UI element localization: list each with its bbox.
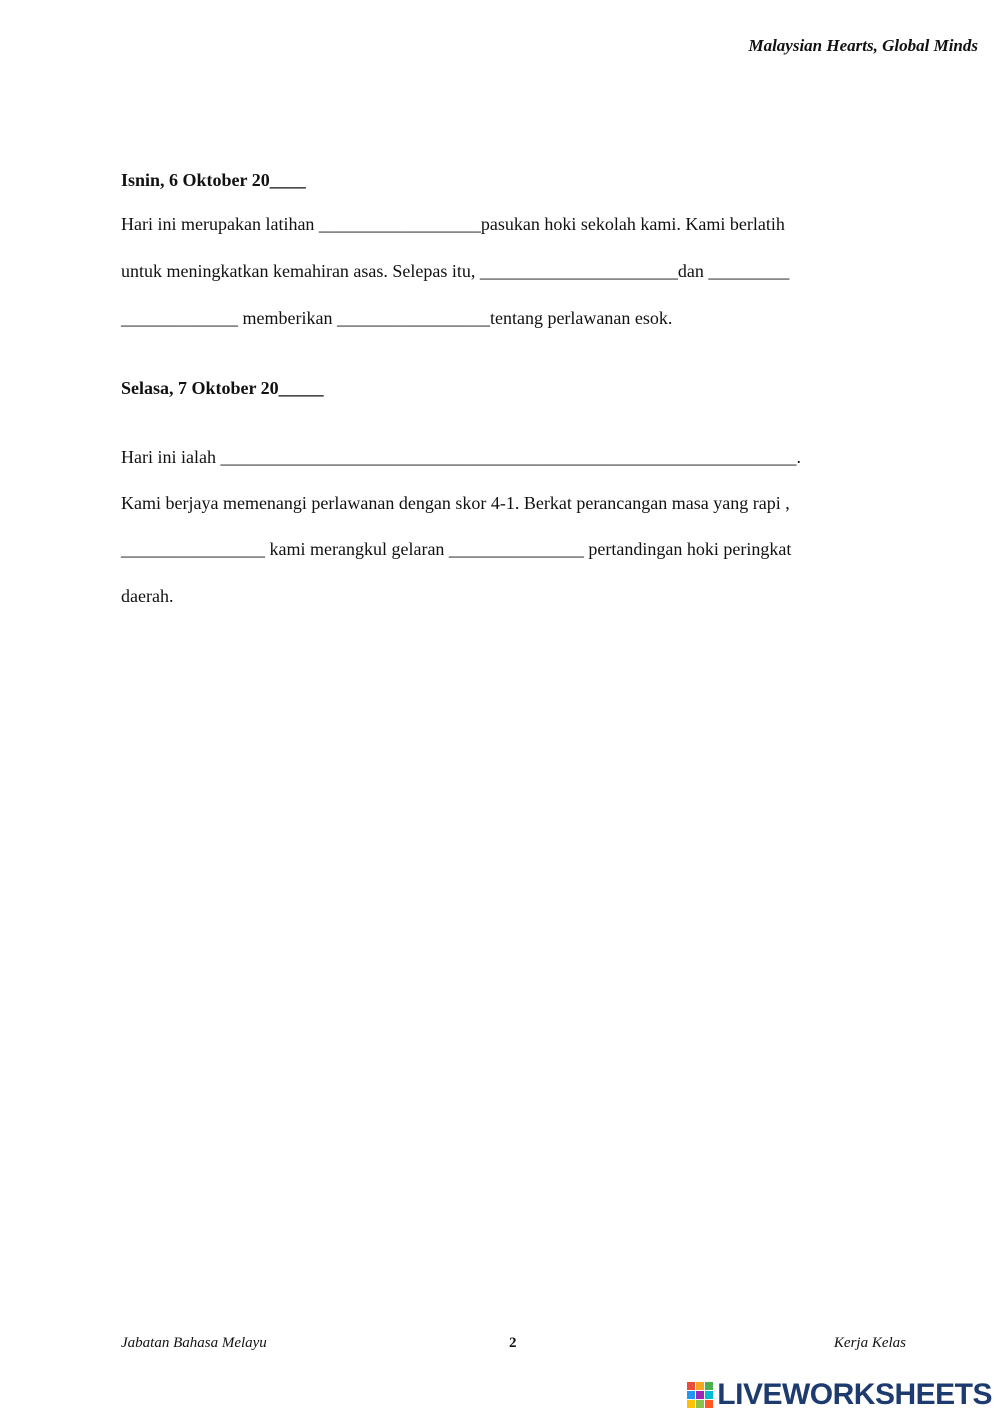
entry-line: Hari ini ialah ________________________________________________________________.	[121, 447, 801, 467]
brand-name: LIVEWORKSHEETS	[717, 1378, 992, 1411]
liveworksheets-logo-icon	[687, 1382, 713, 1408]
entry-line: _____________ memberikan _________________tentang perlawanan esok.	[121, 308, 673, 328]
logo-square	[705, 1400, 713, 1408]
entry-heading-tuesday: Selasa, 7 Oktober 20_____	[121, 378, 324, 398]
logo-square	[687, 1400, 695, 1408]
footer-page-number: 2	[509, 1335, 517, 1351]
entry-line: Kami berjaya memenangi perlawanan dengan skor 4-1. Berkat perancangan masa yang rapi ,	[121, 493, 790, 513]
entry-heading-monday: Isnin, 6 Oktober 20____	[121, 170, 306, 190]
liveworksheets-brand[interactable]	[687, 1378, 992, 1412]
entry-line: Hari ini merupakan latihan __________________pasukan hoki sekolah kami. Kami berlatih	[121, 214, 785, 234]
logo-square	[696, 1400, 704, 1408]
logo-square	[696, 1382, 704, 1390]
entry-line: daerah.	[121, 586, 174, 606]
footer-department: Jabatan Bahasa Melayu	[121, 1335, 267, 1351]
logo-square	[705, 1391, 713, 1399]
logo-square	[696, 1391, 704, 1399]
logo-square	[687, 1391, 695, 1399]
logo-square	[687, 1382, 695, 1390]
logo-square	[705, 1382, 713, 1390]
footer-label: Kerja Kelas	[833, 1335, 906, 1351]
entry-line: untuk meningkatkan kemahiran asas. Selepas itu, ______________________dan _________	[121, 261, 790, 281]
entry-line: ________________ kami merangkul gelaran _______________ pertandingan hoki peringkat	[121, 539, 792, 559]
header-motto: Malaysian Hearts, Global Minds	[748, 36, 978, 55]
